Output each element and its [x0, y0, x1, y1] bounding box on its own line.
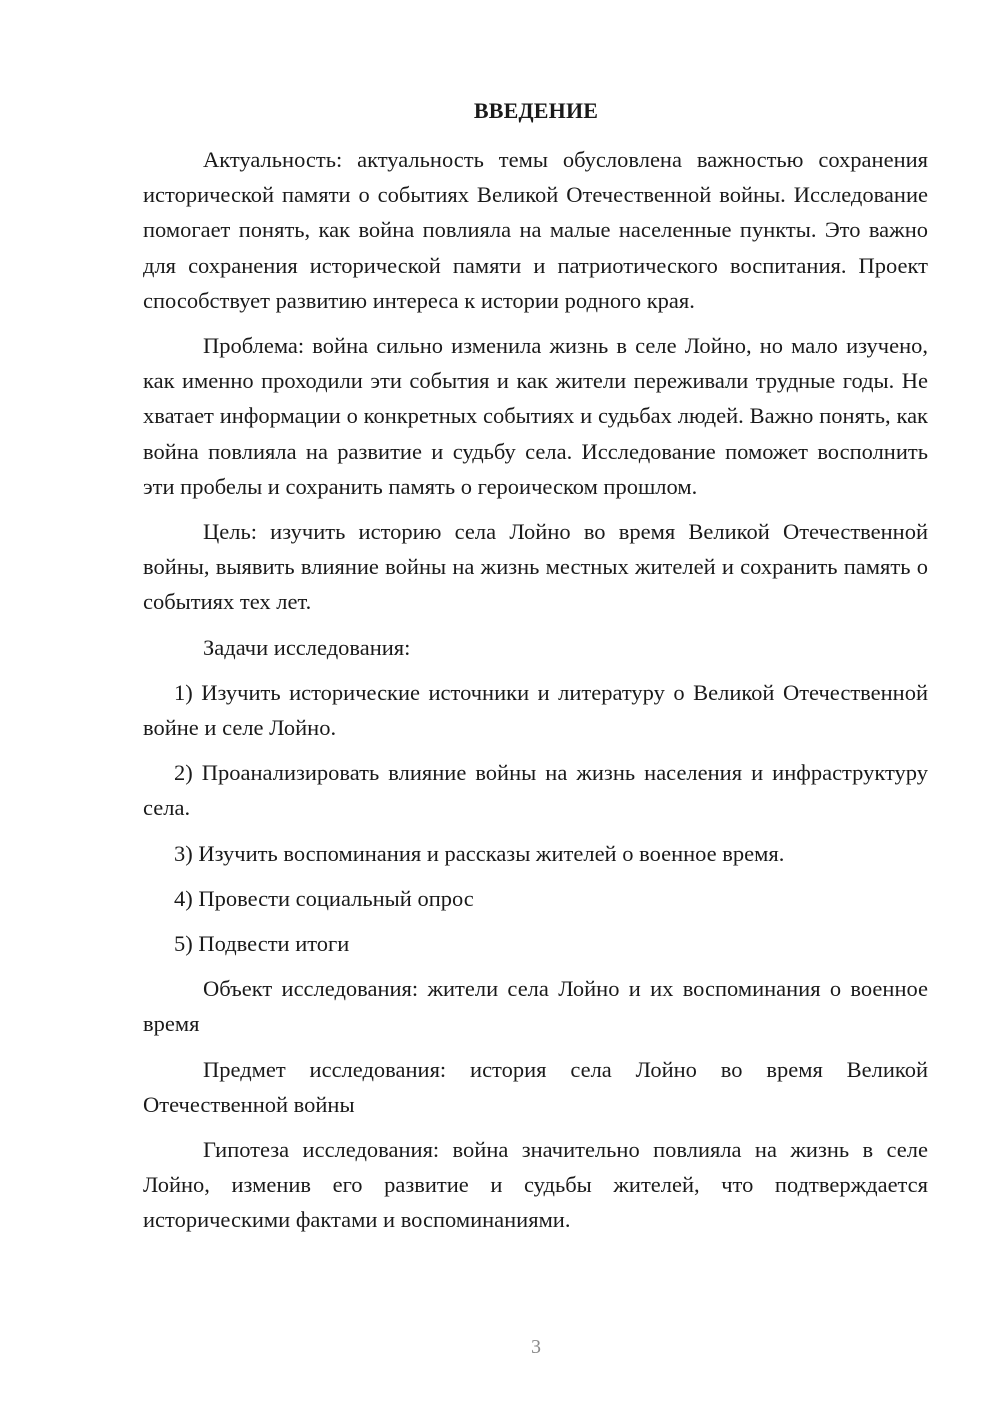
task-item: 5) Подвести итоги: [174, 931, 350, 957]
page-number: 3: [531, 1336, 541, 1358]
relevance-paragraph: Актуальность: актуальность темы обусловлена важностью сохранения исторической памяти о событиях Великой Отечественной войны. Исследование помогает понять, как война повлияла на малые населенные пункты. Это важно для сохранения исторической памяти и патриотического воспитания. Проект способствует развитию интереса к истории родного края.: [143, 147, 928, 313]
hypothesis-paragraph: Гипотеза исследования: война значительно повлияла на жизнь в селе Лойно, изменив его развитие и судьбы жителей, что подтверждается историческими фактами и воспоминаниями.: [143, 1137, 928, 1233]
task-item: 4) Провести социальный опрос: [174, 885, 474, 911]
problem-paragraph: Проблема: война сильно изменила жизнь в селе Лойно, но мало изучено, как именно проходили эти события и как жители переживали трудные годы. Не хватает информации о конкретных событиях и судьбах людей. Важно понять, как война повлияла на развитие и судьбу села. Исследование поможет восполнить эти пробелы и сохранить память о героическом прошлом.: [143, 333, 928, 499]
task-item: 2) Проанализировать влияние войны на жизнь населения и инфраструктуру села.: [143, 760, 928, 821]
page-heading: ВВЕДЕНИЕ: [473, 98, 599, 123]
goal-paragraph: Цель: изучить историю села Лойно во время Великой Отечественной войны, выявить влияние войны на жизнь местных жителей и сохранить память о событиях тех лет.: [143, 519, 928, 615]
task-item: 1) Изучить исторические источники и литературу о Великой Отечественной войне и селе Лойно.: [143, 679, 928, 741]
object-paragraph: Объект исследования: жители села Лойно и их воспоминания о военное время: [143, 976, 928, 1037]
tasks-title: Задачи исследования:: [203, 634, 411, 660]
body-text: [143, 142, 928, 1238]
task-item: 3) Изучить воспоминания и рассказы жителей о военное время.: [174, 840, 785, 866]
subject-paragraph: Предмет исследования: история села Лойно во время Великой Отечественной войны: [143, 1056, 928, 1117]
